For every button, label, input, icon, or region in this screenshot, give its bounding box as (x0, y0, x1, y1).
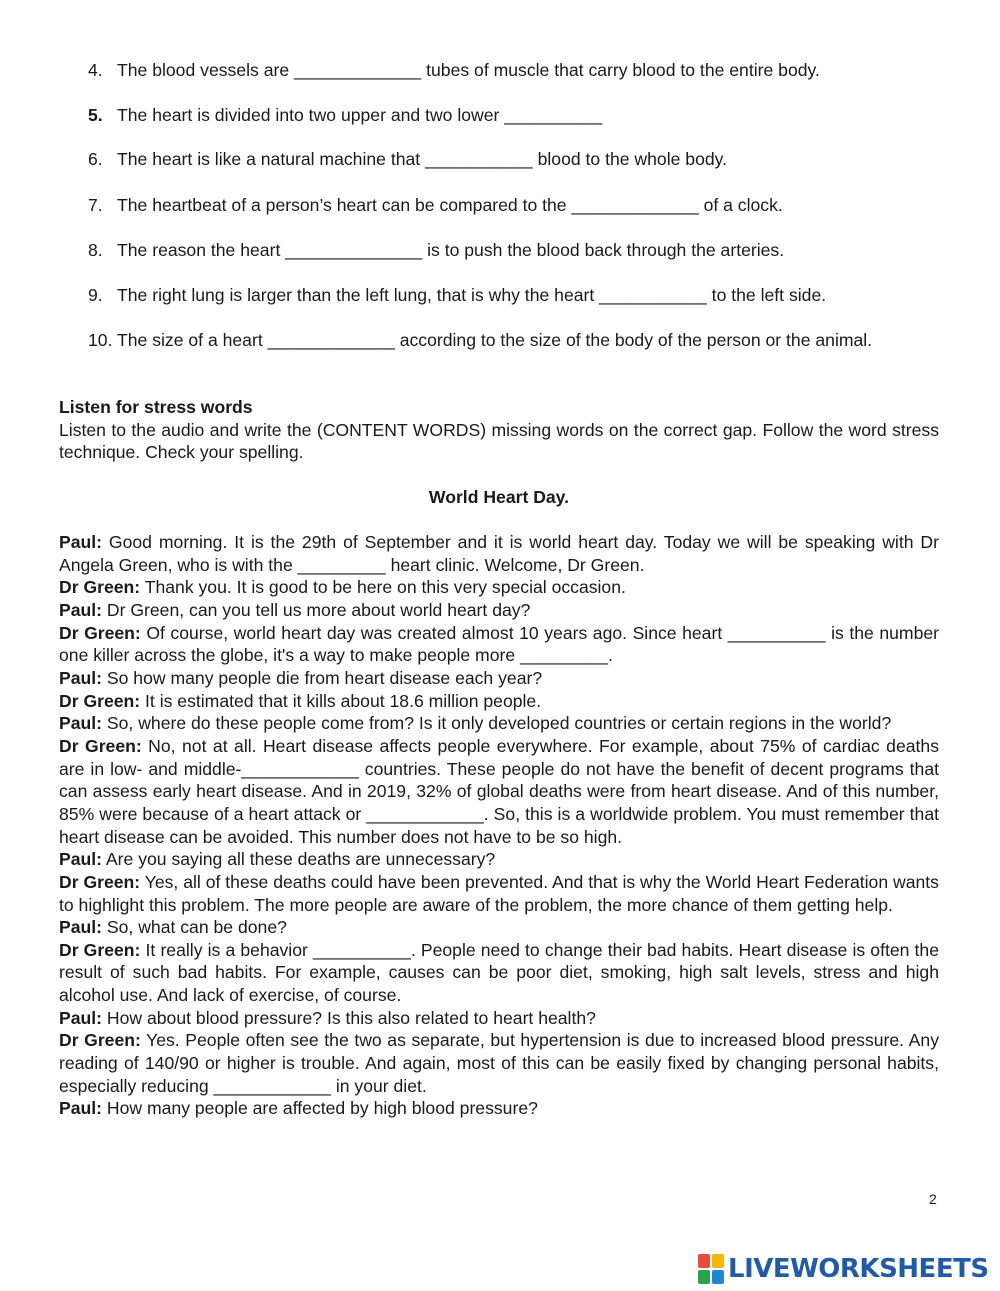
question-number: 9. (88, 285, 103, 305)
question-text-after: is to push the blood back through the arteries. (422, 240, 785, 260)
answer-blank[interactable]: _____________ (571, 195, 699, 215)
line-text: It is estimated that it kills about 18.6 million people. (140, 690, 542, 711)
dialogue-title: World Heart Day. (428, 487, 570, 507)
answer-blank[interactable]: ___________ (599, 285, 707, 305)
question-5 (88, 104, 968, 126)
speaker: Dr Green: (59, 690, 141, 711)
question-8 (88, 239, 968, 261)
question-text-after: to the left side. (706, 285, 827, 305)
line-text: Of course, world heart day was created almost 10 years ago. Since heart __________ is the number one killer across the globe, it's a way to make people more _________. (59, 622, 939, 666)
speaker: Dr Green: (59, 871, 141, 892)
question-text-before: The heart is like a natural machine that (117, 149, 426, 169)
speaker: Dr Green: (59, 577, 141, 598)
dialogue-line (59, 735, 939, 848)
logo-square-green (698, 1270, 710, 1284)
question-number: 8. (88, 240, 103, 260)
speaker: Paul: (59, 713, 103, 734)
dialogue-line (59, 871, 939, 916)
question-text-before: The right lung is larger than the left lung, that is why the heart (117, 285, 600, 305)
question-text-before: The heartbeat of a person’s heart can be compared to the (117, 195, 572, 215)
logo-square-blue (712, 1270, 724, 1284)
dialogue-line (59, 690, 939, 713)
speaker: Paul: (59, 1098, 103, 1119)
line-text: How about blood pressure? Is this also related to heart health? (102, 1007, 596, 1028)
logo-text: LIVEWORKSHEETS (728, 1254, 989, 1284)
line-text: Thank you. It is good to be here on this very special occasion. (140, 577, 626, 598)
speaker: Dr Green: (59, 1030, 141, 1051)
line-text: Good morning. It is the 29th of September and it is world heart day. Today we will be speaking with Dr Angela Green, who is with the _________ heart clinic. Welcome, Dr Green. (59, 532, 939, 575)
dialogue-line (59, 531, 939, 576)
answer-blank[interactable]: __________ (504, 105, 603, 125)
question-text-before: The size of a heart (117, 330, 268, 350)
question-text-after: blood to the whole body. (532, 149, 728, 169)
answer-blank[interactable]: _____________ (267, 330, 395, 350)
question-text-before: The heart is divided into two upper and two lower (117, 105, 505, 125)
line-text: It really is a behavior __________. People need to change their bad habits. Heart disease is often the result of such bad habits. For example, causes can be poor diet, smoking, high salt levels, stress and high alcohol use. And lack of exercise, of course. (59, 939, 939, 1006)
question-text-after: tubes of muscle that carry blood to the entire body. (421, 60, 820, 80)
speaker: Dr Green: (59, 735, 142, 756)
question-number: 7. (88, 195, 103, 215)
dialogue-line (59, 848, 939, 871)
dialogue-line (59, 599, 939, 622)
dialogue-line (59, 939, 939, 1007)
line-text: So, where do these people come from? Is it only developed countries or certain regions in the world? (102, 713, 892, 734)
line-text: Dr Green, can you tell us more about world heart day? (102, 599, 531, 620)
line-text: How many people are affected by high blood pressure? (102, 1098, 538, 1119)
dialogue-line (59, 1029, 939, 1097)
question-4 (88, 59, 968, 81)
question-text-after: according to the size of the body of the person or the animal. (394, 330, 873, 350)
speaker: Paul: (59, 599, 103, 620)
liveworksheets-logo[interactable] (698, 1252, 989, 1286)
line-text: Yes. People often see the two as separate, but hypertension is due to increased blood pressure. Any reading of 140/90 or higher is trouble. And again, most of this can be easily fixed by changing personal habits, especially reducing ____________ in your diet. (59, 1030, 939, 1096)
line-text: No, not at all. Heart disease affects people everywhere. For example, about 75% of cardiac deaths are in low- and middle-____________ countries. These people do not have the benefit of decent programs that can assess early heart disease. And in 2019, 32% of global deaths were from heart disease. And of this number, 85% were because of a heart attack or ____________. So, this is a worldwide problem. You must remember that heart disease can be avoided. This number does not have to be so high. (59, 735, 939, 847)
question-number: 10. (88, 330, 113, 350)
question-number: 5. (88, 105, 103, 125)
dialogue-line (59, 916, 939, 939)
logo-square-yellow (712, 1254, 724, 1268)
question-text-before: The reason the heart (117, 240, 286, 260)
line-text: So, what can be done? (102, 917, 287, 938)
question-6 (88, 148, 968, 170)
line-text: Are you saying all these deaths are unnecessary? (102, 849, 496, 870)
line-text: Yes, all of these deaths could have been prevented. And that is why the World Heart Federation wants to highlight this problem. The more people are aware of the problem, the more chance of them getting help. (59, 871, 939, 915)
dialogue-line (59, 667, 939, 690)
speaker: Paul: (59, 849, 103, 870)
question-10 (88, 329, 968, 351)
dialogue-line (59, 1097, 939, 1120)
speaker: Paul: (59, 532, 103, 552)
answer-blank[interactable]: ___________ (425, 149, 533, 169)
speaker: Dr Green: (59, 622, 141, 643)
logo-square-red (698, 1254, 710, 1268)
line-text: So how many people die from heart disease each year? (102, 667, 543, 688)
question-7 (88, 194, 968, 216)
question-text-after: of a clock. (698, 195, 783, 215)
speaker: Dr Green: (59, 939, 141, 960)
speaker: Paul: (59, 917, 103, 938)
section-title: Listen for stress words (59, 397, 253, 417)
question-number: 6. (88, 149, 103, 169)
answer-blank[interactable]: _____________ (294, 60, 422, 80)
question-9 (88, 284, 968, 306)
liveworksheets-logo-icon (698, 1254, 724, 1284)
dialogue-line (59, 576, 939, 599)
question-number: 4. (88, 60, 103, 80)
section-instructions: Listen to the audio and write the (CONTENT WORDS) missing words on the correct gap. Follow the word stress technique. Check your spelling. (59, 420, 939, 463)
dialogue (59, 531, 939, 1120)
question-text-before: The blood vessels are (117, 60, 295, 80)
answer-blank[interactable]: ______________ (285, 240, 423, 260)
dialogue-line (59, 1007, 939, 1030)
speaker: Paul: (59, 667, 103, 688)
speaker: Paul: (59, 1007, 103, 1028)
dialogue-line (59, 622, 939, 667)
page-number: 2 (929, 1191, 937, 1207)
dialogue-line (59, 712, 939, 735)
